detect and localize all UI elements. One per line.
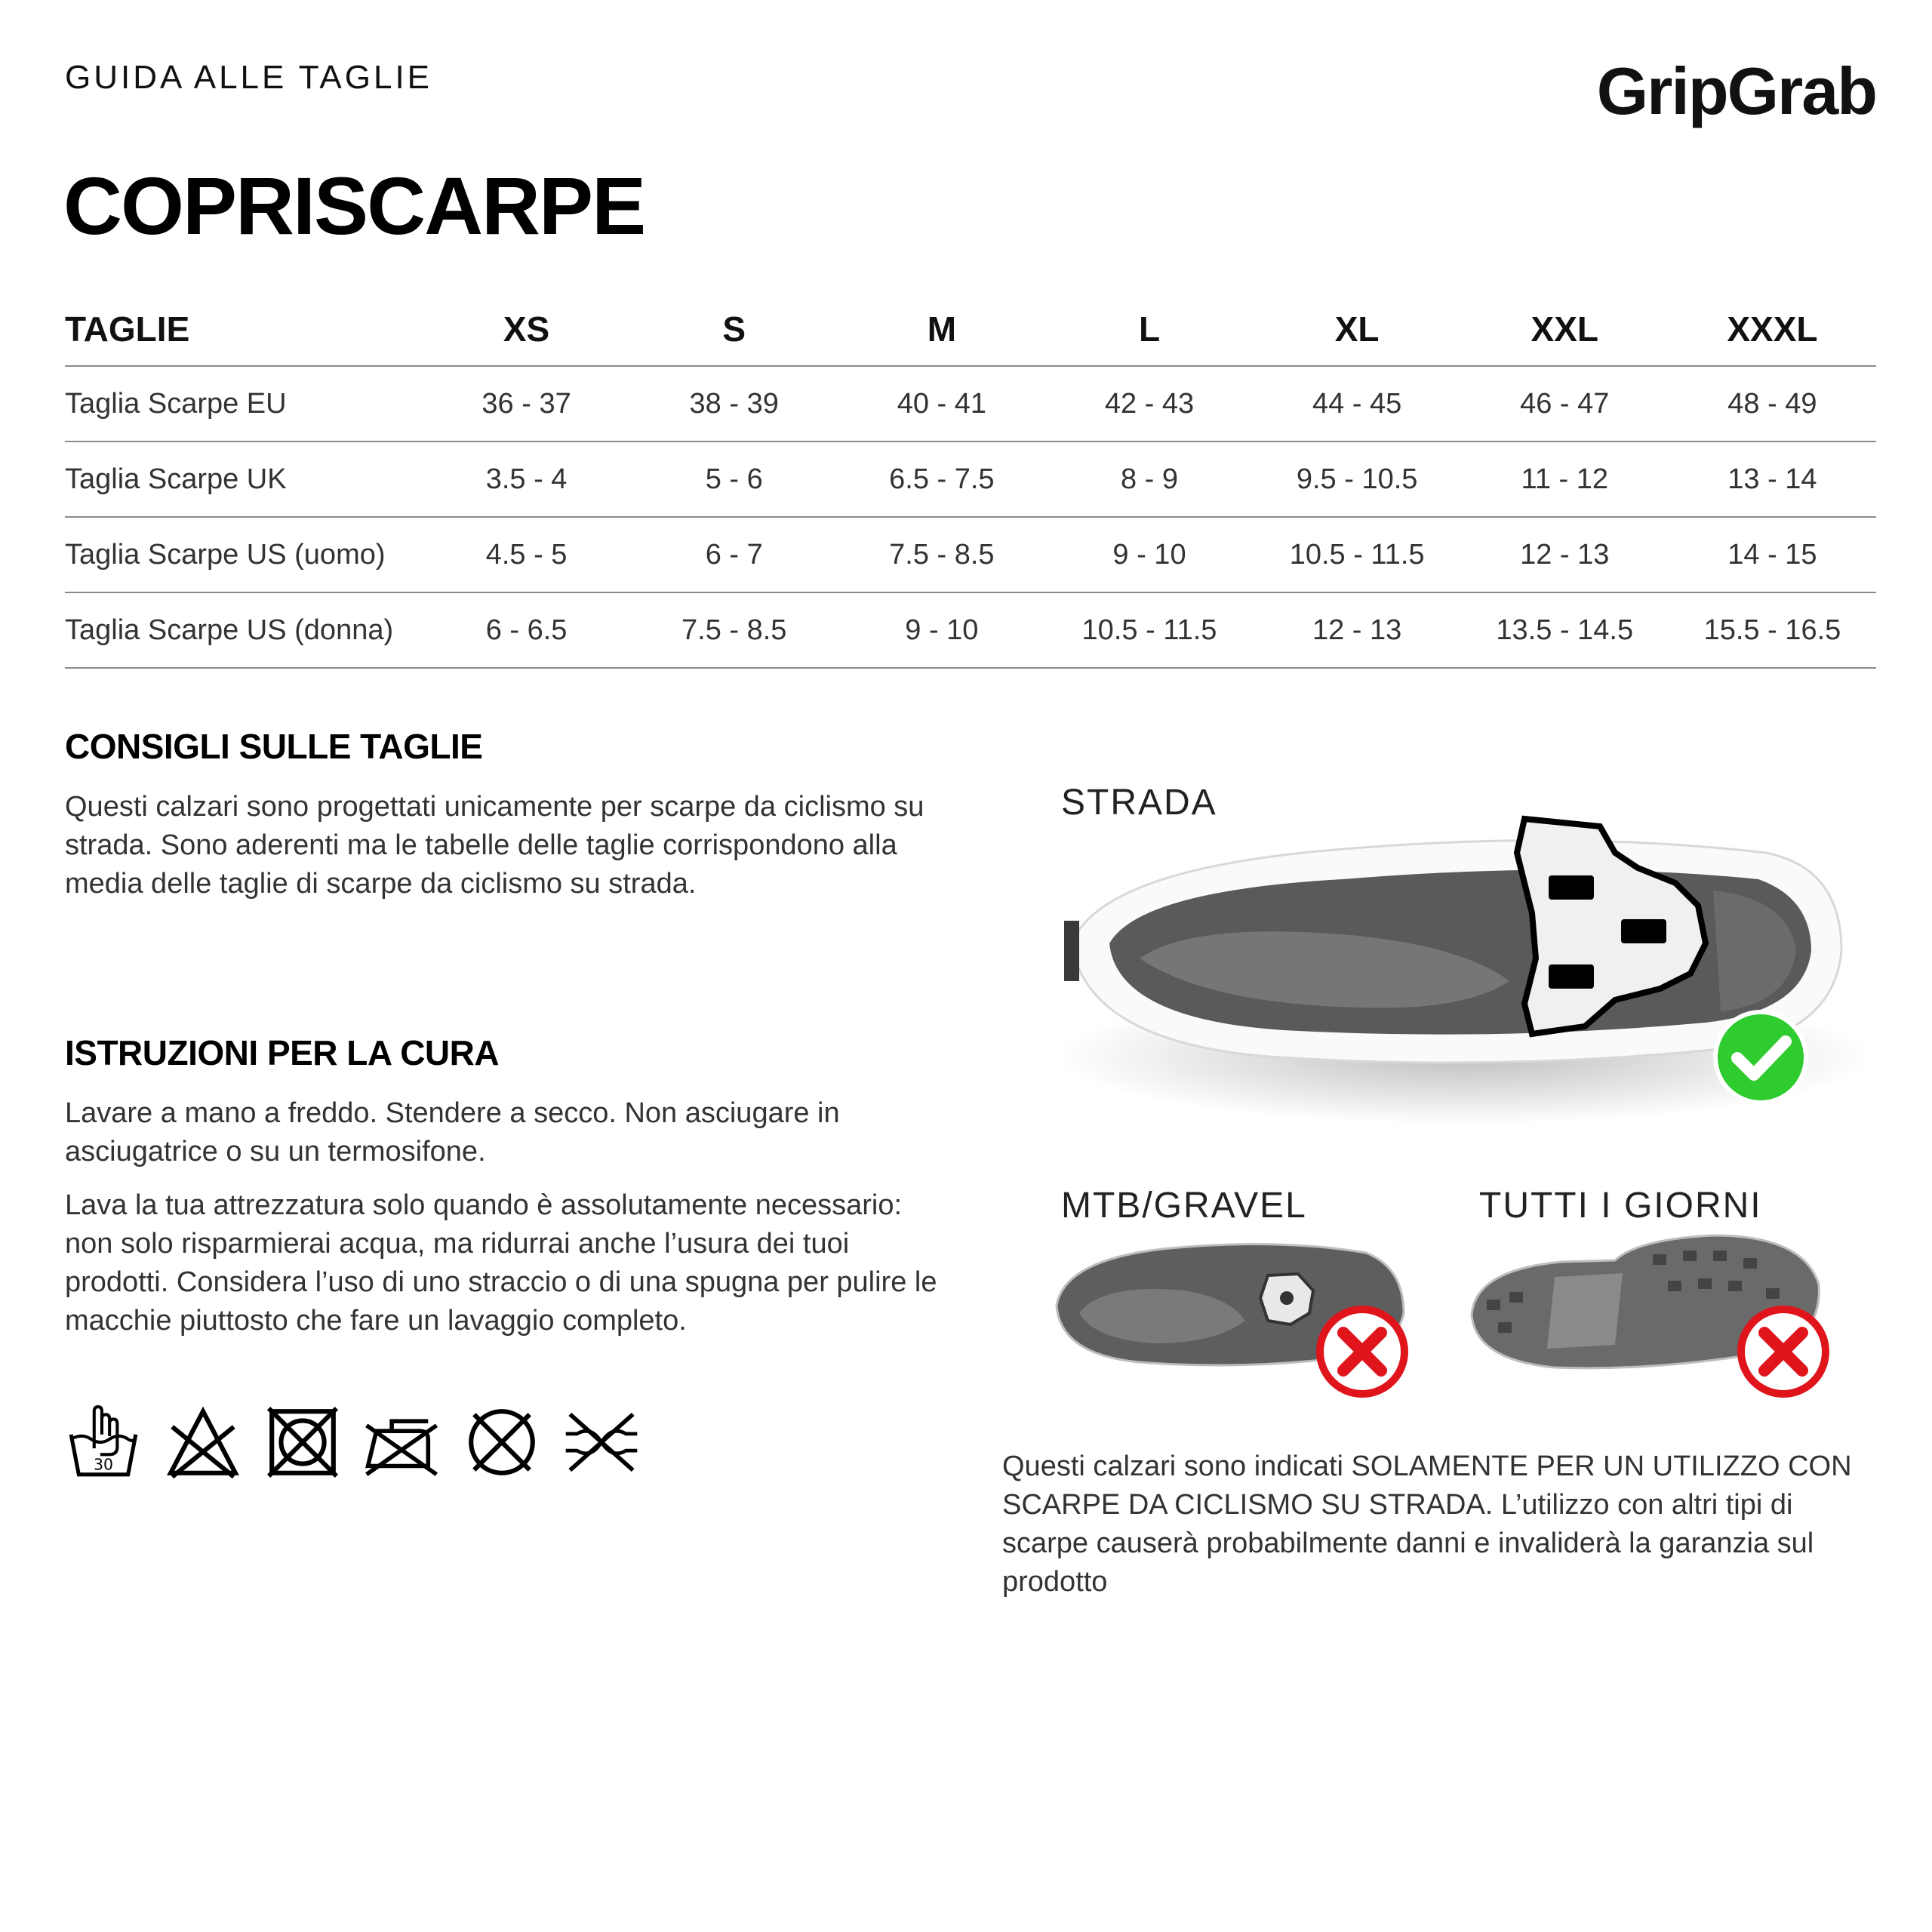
table-cell: 9 - 10 bbox=[1045, 517, 1253, 592]
table-cell: 46 - 47 bbox=[1461, 366, 1669, 441]
mtb-shoe-label: MTB/GRAVEL bbox=[1061, 1186, 1307, 1226]
table-row bbox=[65, 366, 1876, 441]
column-header: XL bbox=[1254, 293, 1461, 366]
column-header: L bbox=[1045, 293, 1253, 366]
row-label: Taglia Scarpe EU bbox=[65, 366, 423, 441]
table-cell: 6 - 7 bbox=[630, 517, 838, 592]
table-cell: 38 - 39 bbox=[630, 366, 838, 441]
guide-eyebrow: GUIDA ALLE TAGLIE bbox=[65, 59, 433, 96]
table-cell: 44 - 45 bbox=[1254, 366, 1461, 441]
table-cell: 11 - 12 bbox=[1461, 441, 1669, 517]
care-symbols bbox=[65, 1404, 640, 1481]
table-cell: 12 - 13 bbox=[1461, 517, 1669, 592]
table-cell: 8 - 9 bbox=[1045, 441, 1253, 517]
cross-icon bbox=[1734, 1303, 1832, 1401]
wash-temp-label: 30 bbox=[94, 1455, 113, 1474]
table-cell: 7.5 - 8.5 bbox=[838, 517, 1045, 592]
table-row bbox=[65, 517, 1876, 592]
sizing-tips-text: Questi calzari sono progettati unicamente per scarpe da ciclismo su strada. Sono aderenti ma le tabelle delle taglie corrispondono alla media delle taglie di scarpe da ciclismo su strada. bbox=[65, 791, 924, 900]
sizing-tips-heading: CONSIGLI SULLE TAGLIE bbox=[65, 727, 483, 766]
table-cell: 15.5 - 16.5 bbox=[1669, 592, 1876, 668]
no-dry-clean-icon bbox=[463, 1404, 540, 1481]
no-tumble-dry-icon bbox=[264, 1404, 341, 1481]
no-wring-icon bbox=[563, 1404, 640, 1481]
page-title: COPRISCARPE bbox=[63, 160, 645, 251]
table-cell: 13.5 - 14.5 bbox=[1461, 592, 1669, 668]
warranty-warning: Questi calzari sono indicati SOLAMENTE PER UN UTILIZZO CON SCARPE DA CICLISMO SU STRADA. L’utilizzo con altri tipi di scarpe causerà probabilmente danni e invaliderà la garanzia sul prodotto bbox=[1002, 1451, 1852, 1598]
column-header: TAGLIE bbox=[65, 293, 423, 366]
table-cell: 6 - 6.5 bbox=[423, 592, 630, 668]
row-label: Taglia Scarpe US (uomo) bbox=[65, 517, 423, 592]
table-cell: 7.5 - 8.5 bbox=[630, 592, 838, 668]
table-cell: 3.5 - 4 bbox=[423, 441, 630, 517]
column-header: S bbox=[630, 293, 838, 366]
row-label: Taglia Scarpe US (donna) bbox=[65, 592, 423, 668]
table-cell: 42 - 43 bbox=[1045, 366, 1253, 441]
road-shoe-label: STRADA bbox=[1061, 783, 1217, 823]
column-header: XS bbox=[423, 293, 630, 366]
care-text-1: Lavare a mano a freddo. Stendere a secco. Non asciugare in asciugatrice o su un termosifone. bbox=[65, 1097, 840, 1168]
no-iron-icon bbox=[364, 1404, 441, 1481]
cross-icon bbox=[1313, 1303, 1411, 1401]
no-bleach-icon bbox=[165, 1404, 242, 1481]
row-label: Taglia Scarpe UK bbox=[65, 441, 423, 517]
table-cell: 6.5 - 7.5 bbox=[838, 441, 1045, 517]
table-cell: 5 - 6 bbox=[630, 441, 838, 517]
table-cell: 13 - 14 bbox=[1669, 441, 1876, 517]
table-cell: 36 - 37 bbox=[423, 366, 630, 441]
check-icon bbox=[1712, 1008, 1810, 1106]
table-row bbox=[65, 441, 1876, 517]
table-cell: 9 - 10 bbox=[838, 592, 1045, 668]
table-cell: 10.5 - 11.5 bbox=[1045, 592, 1253, 668]
size-table-header bbox=[65, 293, 1876, 366]
brand-logo: GripGrab bbox=[1596, 54, 1876, 128]
table-cell: 14 - 15 bbox=[1669, 517, 1876, 592]
column-header: XXXL bbox=[1669, 293, 1876, 366]
column-header: M bbox=[838, 293, 1045, 366]
care-text-2: Lava la tua attrezzatura solo quando è assolutamente necessario: non solo risparmierai acqua, ma ridurrai anche l’usura dei tuoi prodotti. Considera l’uso di uno straccio o di una spugna per pulire le macchie piuttosto che fare un lavaggio completo. bbox=[65, 1189, 937, 1337]
everyday-shoe-label: TUTTI I GIORNI bbox=[1479, 1186, 1762, 1226]
table-row bbox=[65, 592, 1876, 668]
table-cell: 48 - 49 bbox=[1669, 366, 1876, 441]
table-cell: 9.5 - 10.5 bbox=[1254, 441, 1461, 517]
column-header: XXL bbox=[1461, 293, 1669, 366]
table-cell: 10.5 - 11.5 bbox=[1254, 517, 1461, 592]
table-cell: 4.5 - 5 bbox=[423, 517, 630, 592]
hand-wash-icon bbox=[65, 1404, 142, 1481]
table-cell: 12 - 13 bbox=[1254, 592, 1461, 668]
table-cell: 40 - 41 bbox=[838, 366, 1045, 441]
size-table bbox=[65, 293, 1876, 669]
care-heading: ISTRUZIONI PER LA CURA bbox=[65, 1033, 500, 1072]
